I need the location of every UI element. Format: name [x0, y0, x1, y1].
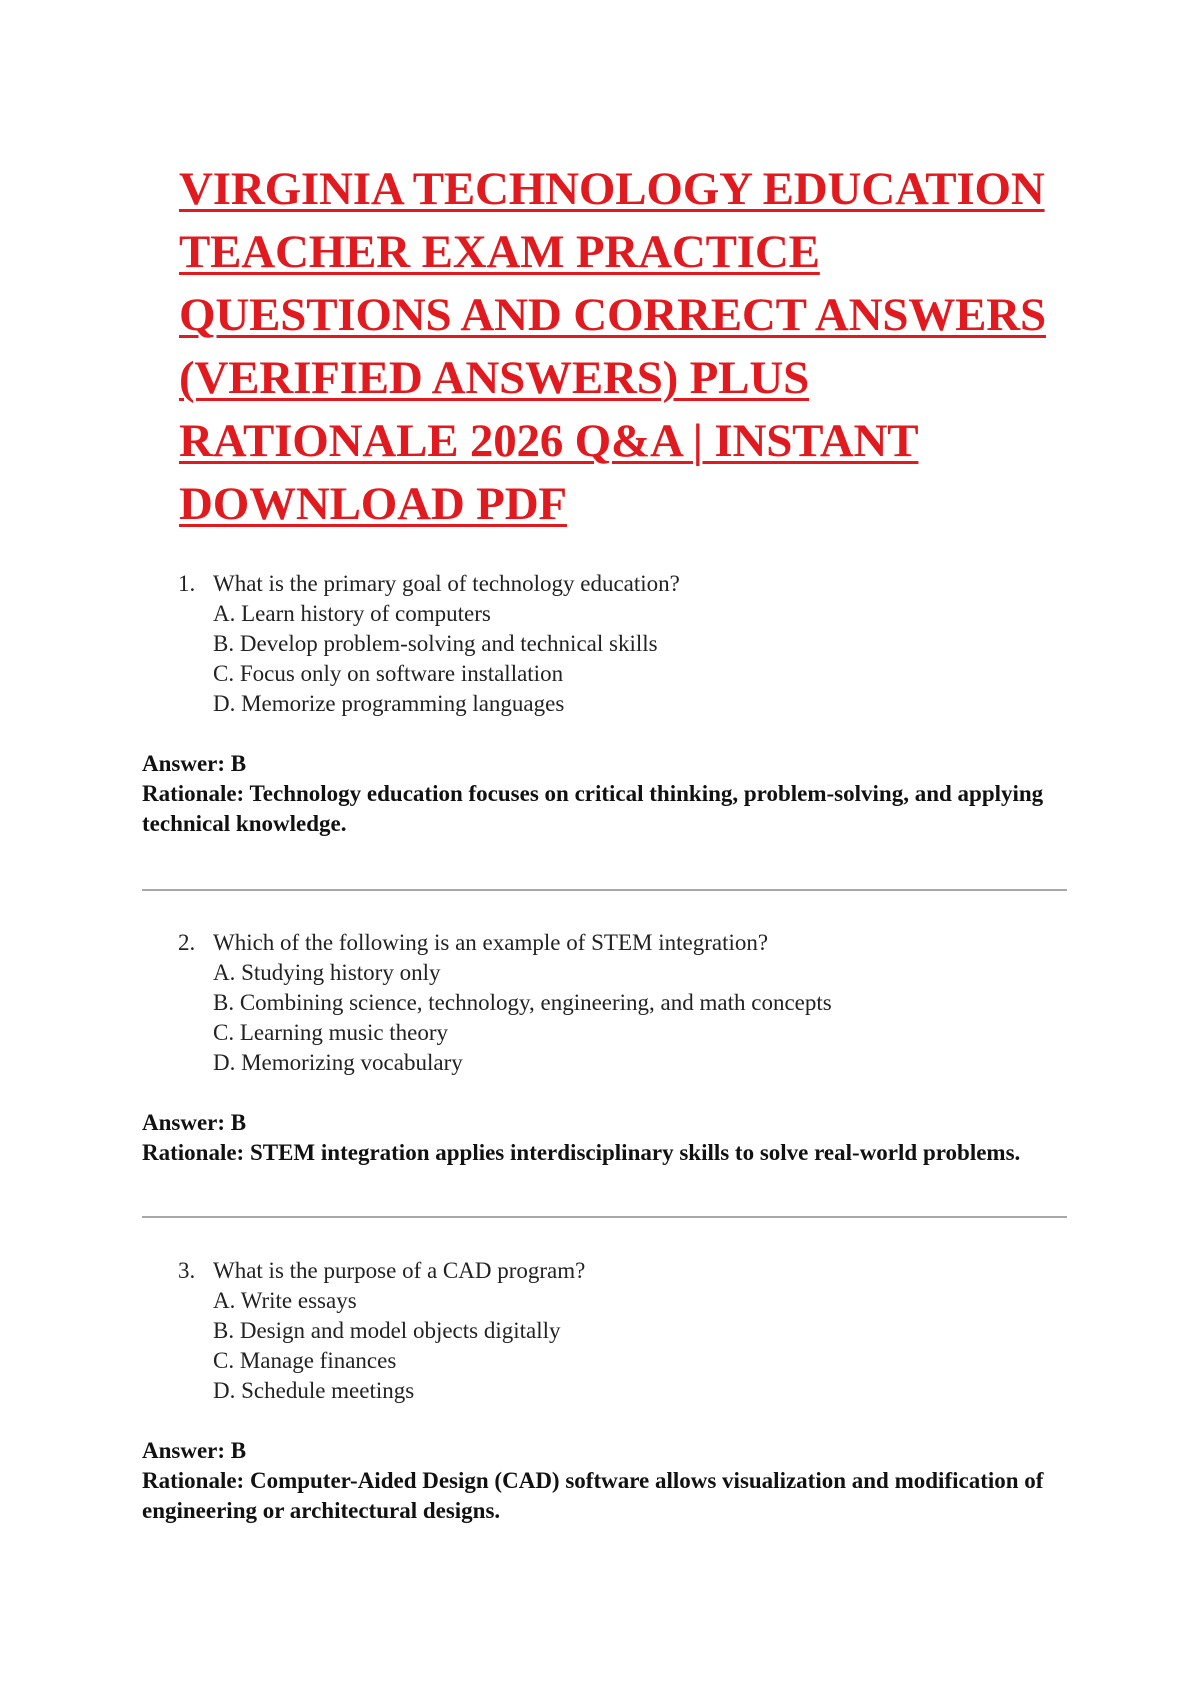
- option-c: C. Focus only on software installation: [213, 661, 564, 686]
- divider-rule-2: [142, 1216, 1067, 1218]
- document-title: VIRGINIA TECHNOLOGY EDUCATION TEACHER EXAM PRACTICE QUESTIONS AND CORRECT ANSWERS (VERIFIED ANSWERS) PLUS RATIONALE 2026 Q&A | INSTANT DOWNLOAD PDF: [179, 163, 1046, 530]
- option-d: D. Memorizing vocabulary: [213, 1050, 463, 1075]
- question-line: [142, 1256, 1072, 1286]
- option-a: A. Studying history only: [213, 960, 441, 985]
- divider-rule-1: [142, 889, 1067, 891]
- question-number: 1.: [178, 571, 196, 596]
- option-c: C. Learning music theory: [213, 1020, 449, 1045]
- option-b: B. Combining science, technology, engineering, and math concepts: [213, 990, 832, 1015]
- option-d: D. Memorize programming languages: [213, 691, 565, 716]
- answer-label: Answer: B: [142, 751, 247, 776]
- question-line: [142, 928, 1072, 958]
- rationale-text: Rationale: STEM integration applies interdisciplinary skills to solve real-world problems.: [142, 1140, 1021, 1165]
- question-text: What is the primary goal of technology education?: [213, 571, 680, 596]
- question-number: 2.: [178, 930, 196, 955]
- option-b: B. Develop problem-solving and technical skills: [213, 631, 658, 656]
- question-block-3: [142, 1256, 1072, 1526]
- option-c: C. Manage finances: [213, 1348, 397, 1373]
- answer-label: Answer: B: [142, 1110, 247, 1135]
- option-a: A. Learn history of computers: [213, 601, 491, 626]
- rationale-text: Rationale: Computer-Aided Design (CAD) software allows visualization and modification of engineering or architectural designs.: [142, 1468, 1044, 1523]
- answer-label: Answer: B: [142, 1438, 247, 1463]
- rationale-text: Rationale: Technology education focuses on critical thinking, problem-solving, and applying technical knowledge.: [142, 781, 1044, 836]
- question-number: 3.: [178, 1258, 196, 1283]
- question-line: [142, 569, 1072, 599]
- option-b: B. Design and model objects digitally: [213, 1318, 561, 1343]
- option-d: D. Schedule meetings: [213, 1378, 415, 1403]
- question-block-1: [142, 569, 1072, 839]
- question-text: Which of the following is an example of STEM integration?: [213, 930, 769, 955]
- question-text: What is the purpose of a CAD program?: [213, 1258, 586, 1283]
- question-block-2: [142, 928, 1072, 1168]
- option-a: A. Write essays: [213, 1288, 357, 1313]
